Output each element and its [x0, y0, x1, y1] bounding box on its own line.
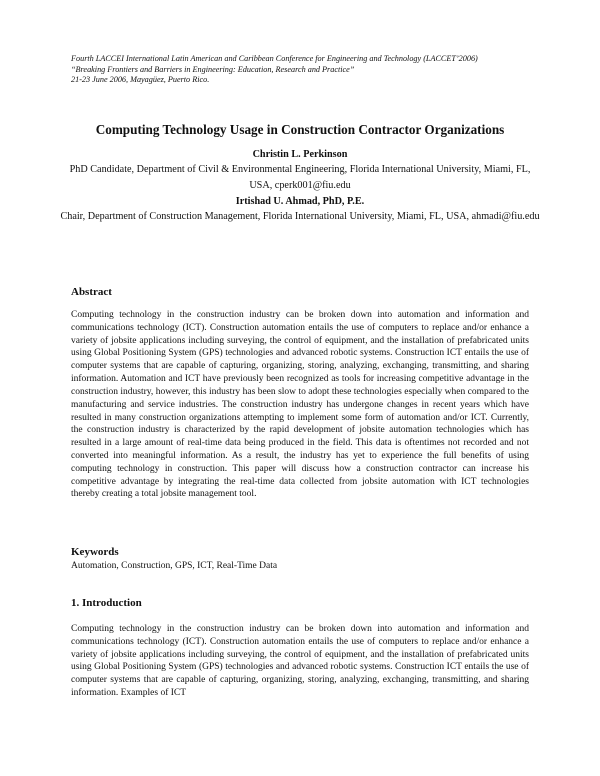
conference-header — [71, 54, 541, 86]
author-name-2: Irtishad U. Ahmad, PhD, P.E. — [235, 196, 365, 207]
introduction-heading: 1. Introduction — [71, 597, 142, 609]
author-name-1: Christin L. Perkinson — [252, 149, 348, 160]
introduction-text: Computing technology in the construction industry can be broken down into automation and information and communications technology (ICT). Construction automation entails the use of computers to replace and/or enhance a variety of jobsite applications including surveying, the control of equipment, and the installation of prefabricated units using Global Positioning System (GPS) technologies and advanced robotic systems. Construction ICT entails the use of computer systems that are capable of capturing, organizing, storing, analyzing, exchanging, transmitting, and sharing information. Examples of ICT — [71, 624, 529, 699]
abstract-text: Computing technology in the construction industry can be broken down into automation and information and communications technology (ICT). Construction automation entails the use of computers to replace and/or enhance a variety of jobsite applications including surveying, the control of equipment, and the installation of prefabricated units using Global Positioning System (GPS) technologies and advanced robotic systems. Construction ICT entails the use of computer systems that are capable of capturing, organizing, storing, analyzing, exchanging, transmitting, and sharing information. Automation and ICT have previously been recognized as tools for increasing competitive advantage in the construction industry, however, this industry has been slow to adopt these technologies especially when compared to the manufacturing and service industries. The construction industry has undergone changes in recent years which have resulted in many construction organizations attempting to implement some form of automation and/or ICT. Currently, the construction industry is characterized by the rapid development of jobsite automation technologies which has resulted in a large amount of real-time data being produced in the field. This data is oftentimes not recorded and not converted into meaningful information. As a result, the industry has yet to experience the full benefits of using computing technology in construction. This paper will discuss how a construction contractor can increase his competitive advantage by integrating the real-time data collected from jobsite automation with ICT technologies thereby creating a total jobsite management tool. — [71, 310, 529, 500]
author-affiliation-2: Chair, Department of Construction Management, Florida International University, Miami, FL, USA, ahmadi@fiu.edu — [60, 211, 540, 223]
author-affiliation-1: PhD Candidate, Department of Civil & Environmental Engineering, Florida International University, Miami, FL, USA, cperk001@fiu.edu — [69, 164, 531, 191]
abstract-heading: Abstract — [71, 286, 112, 298]
conference-header-line-3: 21-23 June 2006, Mayagüez, Puerto Rico. — [71, 75, 210, 85]
author-block-2 — [60, 194, 540, 225]
keywords-heading: Keywords — [71, 546, 119, 558]
keywords-text: Automation, Construction, GPS, ICT, Real-Time Data — [71, 561, 278, 571]
conference-header-line-1: Fourth LACCEI International Latin American and Caribbean Conference for Engineering and Technology (LACCET’2006) — [71, 54, 478, 63]
paper-title: Computing Technology Usage in Construction Contractor Organizations — [95, 122, 505, 137]
author-block-1 — [60, 147, 540, 193]
conference-header-line-2: “Breaking Frontiers and Barriers in Engineering: Education, Research and Practice” — [71, 64, 355, 74]
